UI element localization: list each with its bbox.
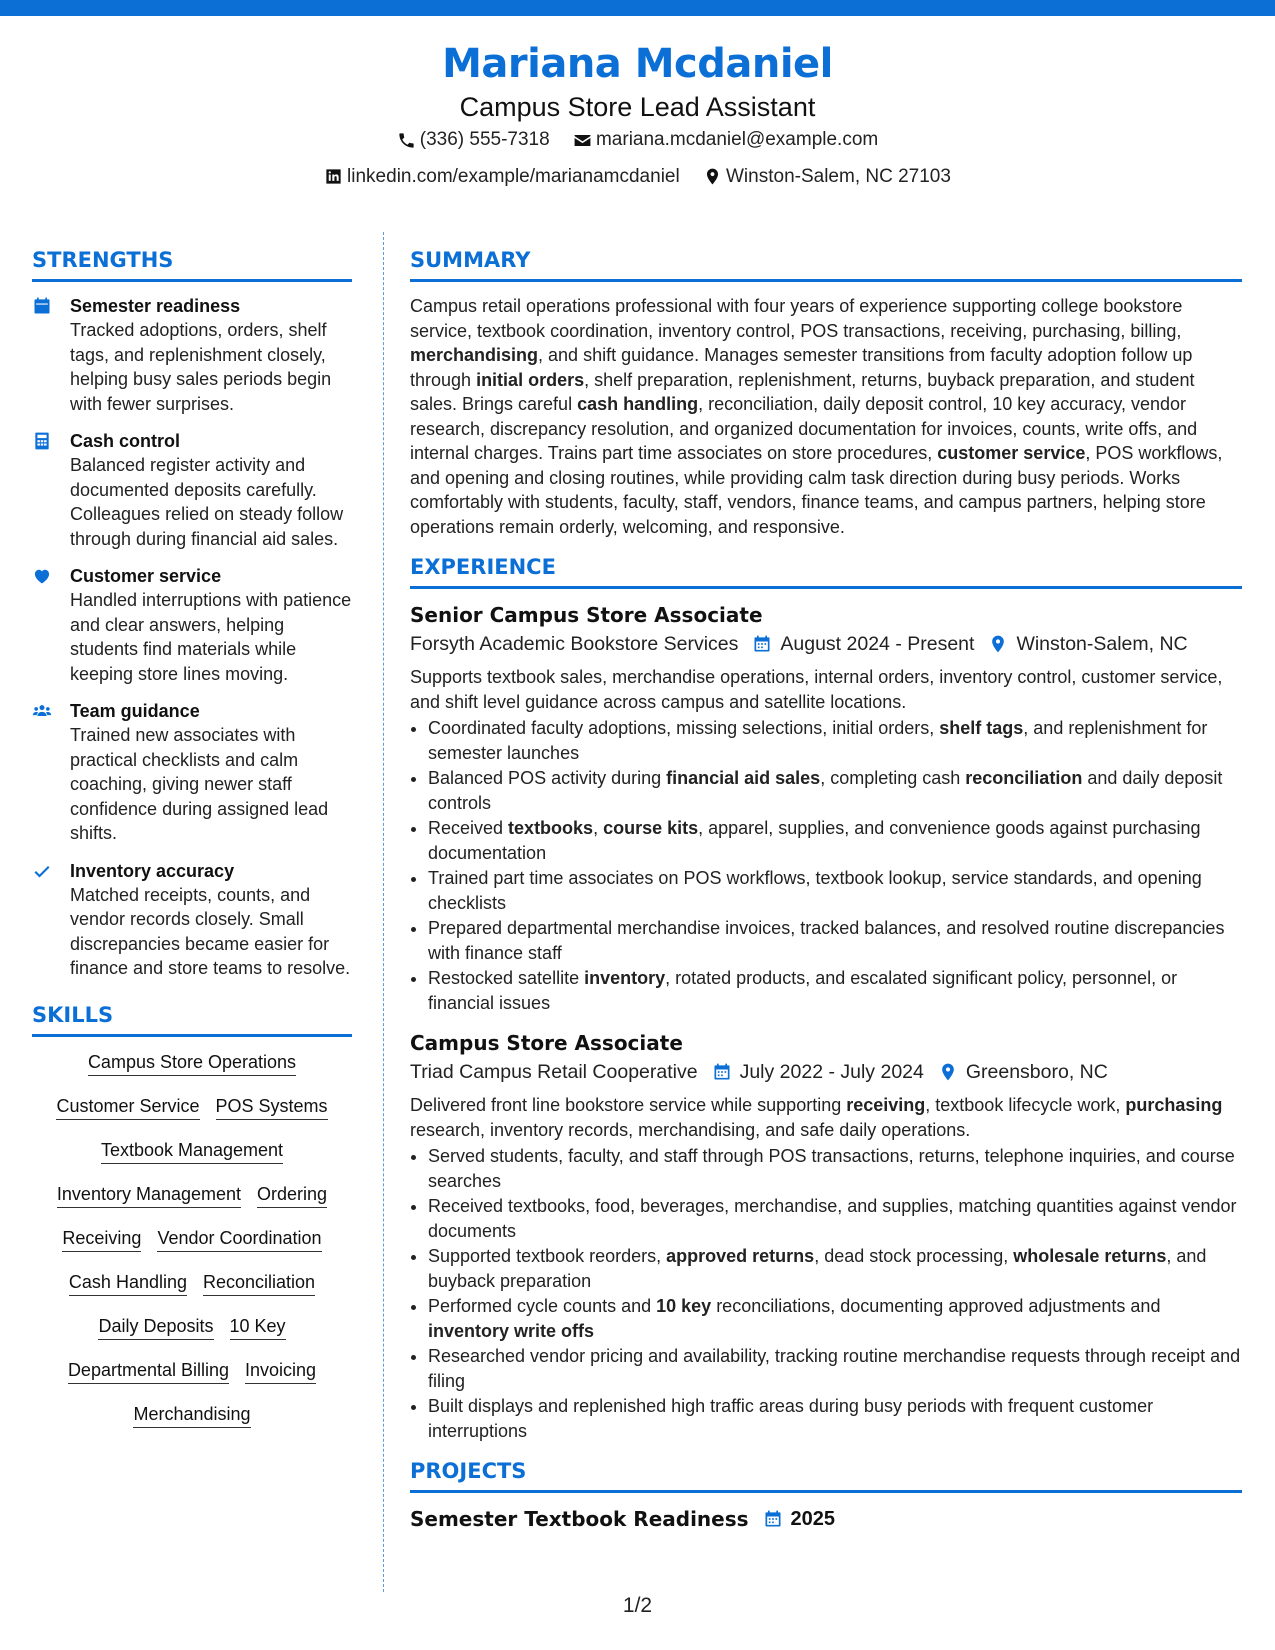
text-run: , textbook lifecycle work,: [925, 1095, 1126, 1115]
job-title: Senior Campus Store Associate: [410, 603, 763, 627]
text-run: Balanced POS activity during: [428, 768, 667, 788]
text-run: Performed cycle counts and: [428, 1296, 657, 1316]
strength-icon-wrap: [32, 294, 70, 416]
skill-tag: Receiving: [62, 1227, 141, 1252]
text-run: research, inventory records, merchandising, and safe daily operations.: [410, 1119, 971, 1140]
strength-title: Team guidance: [70, 701, 200, 721]
linkedin-icon: [324, 167, 343, 186]
experience-heading: EXPERIENCE: [410, 553, 1242, 589]
calendar-icon: [32, 296, 52, 316]
bold-keyword: course kits: [603, 818, 699, 838]
job-bullet: [428, 766, 1242, 815]
text-run: Supports textbook sales, merchandise operations, internal orders, inventory control, customer service, and shift level guidance across campus and satellite locations.: [410, 667, 1223, 712]
job-entry: [410, 1029, 1242, 1443]
text-run: , dead stock processing,: [814, 1246, 1014, 1266]
job-intro: [410, 665, 1242, 714]
bold-keyword: approved returns: [666, 1246, 815, 1266]
bold-keyword: purchasing: [1125, 1095, 1223, 1115]
skill-tag: Campus Store Operations: [88, 1051, 296, 1076]
strength-description: Handled interruptions with patience and clear answers, helping students find materials while keeping store lines moving.: [70, 590, 352, 684]
job-bullet: [428, 916, 1242, 965]
skill-tag: Ordering: [257, 1183, 327, 1208]
text-run: Prepared departmental merchandise invoices, tracked balances, and resolved routine discrepancies with finance staff: [428, 918, 1225, 963]
job-title: Campus Store Associate: [410, 1031, 683, 1055]
strength-description: Balanced register activity and documented deposits carefully. Colleagues relied on steady follow through during financial aid sales.: [70, 455, 344, 549]
strengths-heading: STRENGTHS: [32, 246, 352, 282]
project-title: Semester Textbook Readiness: [410, 1507, 749, 1531]
top-accent-bar: [0, 0, 1275, 16]
location-contact: [703, 161, 951, 193]
bold-keyword: 10 key: [656, 1296, 712, 1316]
skills-heading: SKILLS: [32, 1001, 352, 1037]
experience-list: [410, 601, 1242, 1443]
text-run: Supported textbook reorders,: [428, 1246, 667, 1266]
map-pin-icon: [988, 634, 1008, 654]
linkedin-text: linkedin.com/example/marianamcdaniel: [347, 165, 680, 187]
strength-item: [32, 429, 352, 551]
job-location: Greensboro, NC: [965, 1061, 1108, 1083]
text-run: , and buyback preparation: [428, 1246, 1207, 1291]
job-bullet: [428, 716, 1242, 765]
strength-icon-wrap: [32, 859, 70, 981]
text-run: , rotated products, and escalated significant policy, personnel, or financial issues: [428, 968, 1178, 1013]
summary-text: [410, 294, 1242, 539]
job-bullet: [428, 1344, 1242, 1393]
phone-text: (336) 555-7318: [419, 129, 550, 150]
text-run: Received: [428, 818, 509, 838]
text-run: , reconciliation, daily deposit control, 10 key accuracy, vendor research, discrepancy resolution, and organized documentation for invoices, counts, write offs, and internal charges. Trains part time associates on store procedures,: [410, 394, 1198, 463]
candidate-title: Campus Store Lead Assistant: [459, 92, 816, 122]
skills-list: [32, 1051, 352, 1428]
skill-tag: Invoicing: [245, 1359, 316, 1384]
heart-icon: [32, 566, 52, 586]
bold-keyword: reconciliation: [965, 768, 1083, 788]
job-bullet: [428, 966, 1242, 1015]
strength-title: Cash control: [70, 431, 181, 451]
users-icon: [32, 701, 52, 721]
projects-list: [410, 1505, 1242, 1533]
text-run: Served students, faculty, and staff through POS transactions, returns, telephone inquiries, and course searches: [428, 1146, 1235, 1191]
strength-icon-wrap: [32, 699, 70, 846]
skill-tag: Daily Deposits: [98, 1315, 213, 1340]
text-run: Received textbooks, food, beverages, merchandise, and supplies, matching quantities against vendor documents: [428, 1196, 1237, 1241]
text-run: Restocked satellite: [428, 968, 585, 988]
strength-body: [70, 699, 352, 846]
skill-tag: Departmental Billing: [68, 1359, 229, 1384]
projects-heading: PROJECTS: [410, 1457, 1242, 1493]
left-column: [32, 246, 352, 1447]
skill-tag: Inventory Management: [57, 1183, 241, 1208]
skill-row: [32, 1095, 352, 1120]
contact-line-2: [0, 161, 1275, 198]
text-run: , and replenishment for semester launches: [428, 718, 1208, 763]
bold-keyword: inventory write offs: [428, 1320, 595, 1341]
job-meta: [410, 629, 1242, 659]
text-run: , apparel, supplies, and convenience goods against purchasing documentation: [428, 818, 1201, 863]
strength-body: [70, 859, 352, 981]
text-run: , POS workflows, and opening and closing routines, while providing calm task direction during busy periods. Works comfortably with students, faculty, staff, vendors, finance teams, and campus partners, helping store operations remain orderly, welcoming, and responsive.: [410, 443, 1223, 537]
strength-body: [70, 294, 352, 416]
skill-row: [32, 1271, 352, 1296]
strength-icon-wrap: [32, 429, 70, 551]
map-pin-icon: [938, 1062, 958, 1082]
strength-description: Trained new associates with practical checklists and calm coaching, giving newer staff confidence during assigned lead shifts.: [70, 725, 329, 843]
text-run: , and shift guidance. Manages semester transitions from faculty adoption follow up through: [410, 345, 1193, 390]
location-text: Winston-Salem, NC 27103: [726, 165, 951, 187]
text-run: ,: [593, 818, 604, 838]
job-intro: [410, 1093, 1242, 1142]
strength-title: Inventory accuracy: [70, 860, 235, 881]
bold-keyword: receiving: [846, 1095, 926, 1115]
page-number: 1/2: [622, 1594, 653, 1617]
text-run: Trained part time associates on POS workflows, textbook lookup, service standards, and opening checklists: [428, 868, 1202, 913]
skill-tag: Reconciliation: [203, 1271, 315, 1296]
job-entry: [410, 601, 1242, 1015]
text-run: Coordinated faculty adoptions, missing selections, initial orders,: [428, 718, 940, 738]
skill-row: [32, 1227, 352, 1252]
skill-tag: Customer Service: [56, 1095, 199, 1120]
job-bullet: [428, 816, 1242, 865]
job-location: Winston-Salem, NC: [1016, 633, 1188, 655]
skill-tag: POS Systems: [216, 1095, 328, 1120]
phone-icon: [397, 131, 416, 150]
skill-row: [32, 1051, 352, 1076]
strength-description: Tracked adoptions, orders, shelf tags, and replenishment closely, helping busy sales periods begin with fewer surprises.: [70, 320, 332, 414]
job-meta: [410, 1057, 1242, 1087]
job-bullet: [428, 1144, 1242, 1193]
calendar-icon: [712, 1062, 732, 1082]
strength-body: [70, 429, 352, 551]
calculator-icon: [32, 431, 52, 451]
strength-description: Matched receipts, counts, and vendor records closely. Small discrepancies became easier for finance and store teams to resolve.: [70, 884, 351, 978]
skill-tag: Vendor Coordination: [157, 1227, 321, 1252]
skill-row: [32, 1139, 352, 1164]
text-run: Built displays and replenished high traffic areas during busy periods with frequent customer interruptions: [428, 1396, 1154, 1441]
job-company: Triad Campus Retail Cooperative: [410, 1061, 698, 1083]
job-bullets: [410, 1144, 1242, 1443]
skill-tag: Merchandising: [133, 1403, 250, 1428]
bold-keyword: wholesale returns: [1013, 1246, 1167, 1266]
text-run: Researched vendor pricing and availability, tracking routine merchandise requests through receipt and filing: [428, 1346, 1241, 1391]
job-bullets: [410, 716, 1242, 1015]
project-year: 2025: [790, 1507, 836, 1530]
check-icon: [32, 861, 52, 881]
text-run: reconciliations, documenting approved adjustments and: [711, 1296, 1161, 1316]
strengths-list: [32, 294, 352, 981]
text-run: Campus retail operations professional with four years of experience supporting college bookstore service, textbook coordination, inventory control, POS transactions, receiving, purchasing, billing,: [410, 296, 1183, 341]
bold-keyword: inventory: [584, 968, 666, 988]
strength-title: Semester readiness: [70, 296, 241, 316]
bold-keyword: merchandising: [410, 345, 539, 365]
envelope-icon: [573, 131, 592, 150]
job-bullet: [428, 1194, 1242, 1243]
job-bullet: [428, 866, 1242, 915]
skill-tag: Cash Handling: [69, 1271, 187, 1296]
right-column: [410, 246, 1242, 1533]
summary-heading: SUMMARY: [410, 246, 1242, 282]
job-bullet: [428, 1294, 1242, 1343]
strength-item: [32, 859, 352, 981]
bold-keyword: initial orders: [476, 369, 585, 390]
contact-line-1: [0, 124, 1275, 161]
linkedin-contact[interactable]: [324, 161, 680, 193]
bold-keyword: textbooks: [508, 818, 594, 838]
strength-body: [70, 564, 352, 686]
skill-row: [32, 1183, 352, 1208]
skill-tag: Textbook Management: [101, 1139, 283, 1164]
phone-contact[interactable]: [397, 124, 550, 156]
column-divider: [383, 232, 384, 1592]
email-contact[interactable]: [573, 124, 878, 156]
strength-item: [32, 564, 352, 686]
text-run: , completing cash: [820, 768, 966, 788]
job-bullet: [428, 1244, 1242, 1293]
skill-row: [32, 1359, 352, 1384]
job-bullet: [428, 1394, 1242, 1443]
map-pin-icon: [703, 167, 722, 186]
text-run: , shelf preparation, replenishment, returns, buyback preparation, and student sales. Brings careful: [410, 369, 1195, 414]
project-entry: [410, 1505, 1242, 1533]
strength-item: [32, 294, 352, 416]
bold-keyword: shelf tags: [939, 718, 1024, 738]
calendar-icon: [752, 634, 772, 654]
text-run: and daily deposit controls: [428, 768, 1223, 813]
job-dates: August 2024 - Present: [780, 633, 975, 655]
strength-icon-wrap: [32, 564, 70, 686]
candidate-name: Mariana Mcdaniel: [442, 41, 833, 87]
skill-row: [32, 1315, 352, 1340]
strength-title: Customer service: [70, 566, 222, 586]
strength-item: [32, 699, 352, 846]
bold-keyword: cash handling: [577, 394, 699, 414]
skill-row: [32, 1403, 352, 1428]
bold-keyword: financial aid sales: [666, 768, 821, 788]
job-company: Forsyth Academic Bookstore Services: [410, 633, 739, 655]
calendar-icon: [763, 1509, 783, 1529]
job-dates: July 2022 - July 2024: [739, 1061, 924, 1083]
text-run: Delivered front line bookstore service while supporting: [410, 1095, 847, 1115]
bold-keyword: customer service: [937, 443, 1086, 463]
email-text: mariana.mcdaniel@example.com: [595, 129, 879, 150]
resume-header: [0, 40, 1275, 197]
skill-tag: 10 Key: [230, 1315, 286, 1340]
